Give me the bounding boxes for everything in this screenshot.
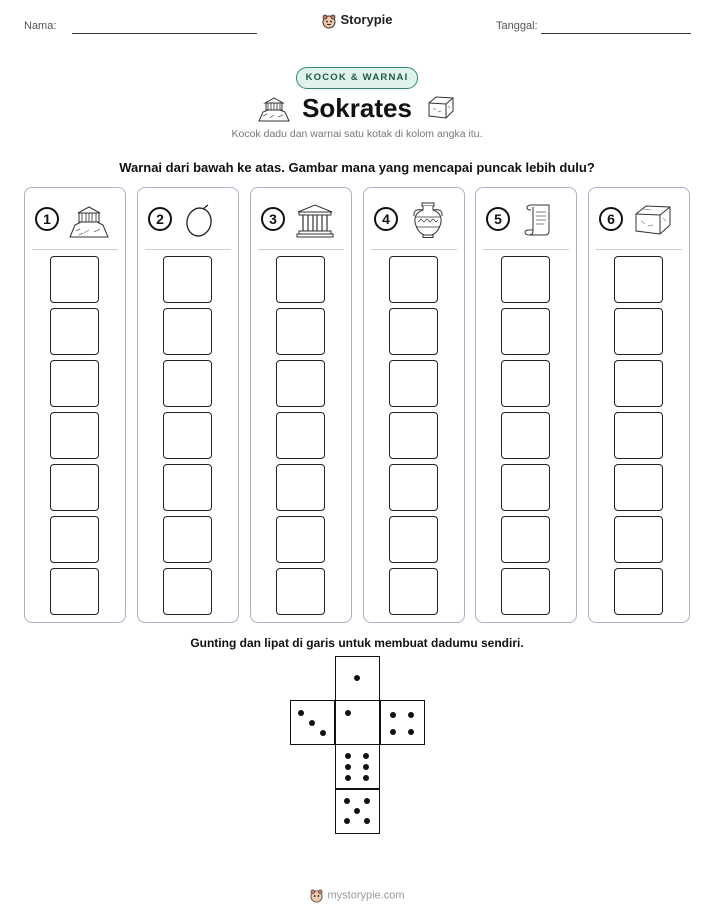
color-box[interactable] (276, 256, 325, 303)
color-box[interactable] (614, 308, 663, 355)
scroll-icon (520, 202, 560, 243)
color-box[interactable] (276, 464, 325, 511)
dice-face-4 (380, 700, 425, 745)
pip (390, 712, 396, 718)
column-divider (258, 249, 344, 250)
pip (364, 818, 370, 824)
color-box[interactable] (389, 256, 438, 303)
color-box[interactable] (50, 308, 99, 355)
column-divider (371, 249, 457, 250)
pip (354, 808, 360, 814)
brand-logo (0, 12, 714, 29)
pip (344, 818, 350, 824)
color-box[interactable] (501, 256, 550, 303)
color-box[interactable] (389, 464, 438, 511)
color-box[interactable] (614, 568, 663, 615)
pip (364, 798, 370, 804)
pip (309, 720, 315, 726)
acropolis-icon (69, 202, 109, 243)
color-box[interactable] (50, 360, 99, 407)
storypie-mascot-icon (321, 13, 337, 29)
color-box[interactable] (389, 412, 438, 459)
activity-tag: KOCOK & WARNAI (296, 67, 418, 89)
dice-face-5 (335, 789, 380, 834)
instruction: Warnai dari bawah ke atas. Gambar mana yang mencapai puncak lebih dulu? (119, 160, 595, 175)
color-box[interactable] (163, 516, 212, 563)
footer-url[interactable]: mystorypie.com (327, 889, 405, 902)
footer (0, 888, 714, 903)
color-box[interactable] (276, 308, 325, 355)
column-number: 6 (599, 207, 623, 231)
color-box[interactable] (501, 568, 550, 615)
color-box[interactable] (614, 256, 663, 303)
brand-name: Storypie (340, 12, 393, 27)
subtitle: Kocok dadu dan warnai satu kotak di kolom angka itu. (231, 128, 483, 140)
amphora-icon (408, 202, 448, 243)
pip (345, 710, 351, 716)
color-box[interactable] (501, 516, 550, 563)
color-box[interactable] (50, 412, 99, 459)
column-1 (24, 187, 126, 623)
color-box[interactable] (50, 568, 99, 615)
dice-face-1 (335, 656, 380, 701)
color-box[interactable] (276, 360, 325, 407)
color-box[interactable] (389, 568, 438, 615)
pip (363, 753, 369, 759)
dice-face-center-1 (335, 700, 380, 745)
pip (408, 729, 414, 735)
color-box[interactable] (163, 308, 212, 355)
pip (345, 775, 351, 781)
pip (344, 798, 350, 804)
name-label: Nama: (24, 20, 57, 32)
column-3 (250, 187, 352, 623)
color-box[interactable] (614, 412, 663, 459)
column-2 (137, 187, 239, 623)
pip (390, 729, 396, 735)
color-box[interactable] (163, 256, 212, 303)
temple-icon (295, 202, 335, 243)
column-5 (475, 187, 577, 623)
color-box[interactable] (389, 308, 438, 355)
color-box[interactable] (50, 256, 99, 303)
pip (363, 775, 369, 781)
color-box[interactable] (501, 412, 550, 459)
color-box[interactable] (501, 464, 550, 511)
date-label: Tanggal: (496, 20, 538, 32)
color-box[interactable] (614, 360, 663, 407)
column-number: 4 (374, 207, 398, 231)
date-line[interactable] (541, 33, 691, 34)
column-number: 2 (148, 207, 172, 231)
color-box[interactable] (614, 464, 663, 511)
color-box[interactable] (389, 516, 438, 563)
column-6 (588, 187, 690, 623)
column-4 (363, 187, 465, 623)
olive-icon (182, 202, 222, 243)
marble-block-icon (426, 94, 456, 125)
color-box[interactable] (163, 360, 212, 407)
color-box[interactable] (276, 568, 325, 615)
dice-face-3 (290, 700, 335, 745)
pip (345, 764, 351, 770)
color-box[interactable] (163, 412, 212, 459)
pip (363, 764, 369, 770)
color-box[interactable] (163, 568, 212, 615)
color-box[interactable] (50, 516, 99, 563)
pip (345, 753, 351, 759)
name-line[interactable] (72, 33, 257, 34)
color-box[interactable] (389, 360, 438, 407)
dice-face-6 (335, 744, 380, 789)
color-box[interactable] (614, 516, 663, 563)
pip (320, 730, 326, 736)
storypie-mascot-icon (309, 888, 324, 903)
column-number: 3 (261, 207, 285, 231)
column-divider (145, 249, 231, 250)
cut-instruction: Gunting dan lipat di garis untuk membuat dadumu sendiri. (190, 636, 524, 650)
pip (408, 712, 414, 718)
page-title: Sokrates (302, 93, 412, 123)
color-box[interactable] (50, 464, 99, 511)
column-number: 1 (35, 207, 59, 231)
color-box[interactable] (163, 464, 212, 511)
pip (354, 675, 360, 681)
column-divider (596, 249, 682, 250)
column-number: 5 (486, 207, 510, 231)
marble-block-icon (633, 202, 673, 243)
pip (298, 710, 304, 716)
color-box[interactable] (276, 516, 325, 563)
color-box[interactable] (276, 412, 325, 459)
column-divider (483, 249, 569, 250)
color-box[interactable] (501, 360, 550, 407)
color-box[interactable] (501, 308, 550, 355)
column-divider (32, 249, 118, 250)
